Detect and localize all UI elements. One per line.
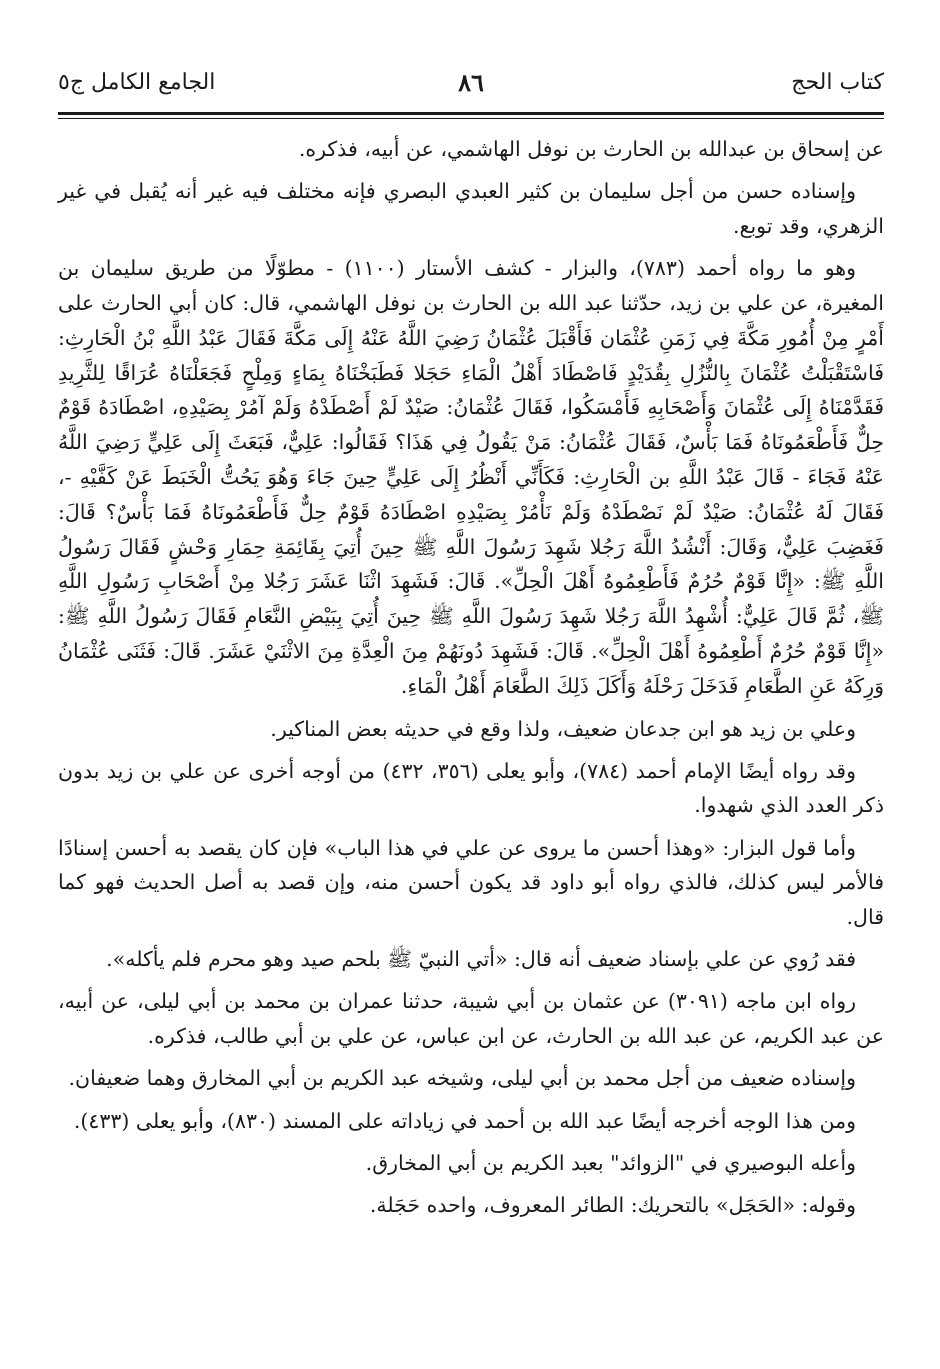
paragraph: ومن هذا الوجه أخرجه أيضًا عبد الله بن أحمد في زياداته على المسند (٨٣٠)، وأبو يعلى (٤٣٣). [73,1108,856,1133]
paragraph: وإسناده حسن من أجل سليمان بن كثير العبدي البصري فإنه مختلف فيه غير أنه يُقبل في غير الزهري، وقد توبع. [58,179,884,238]
paragraph: وعلي بن زيد هو ابن جدعان ضعيف، ولذا وقع في حديثه بعض المناكير. [270,716,856,741]
book-title: كتاب الحج [791,70,884,95]
header-rule-thin [58,118,884,119]
paragraph: وقوله: «الحَجَل» بالتحريك: الطائر المعروف، واحده حَجَلة. [369,1193,856,1218]
paragraph: وقد رواه أيضًا الإمام أحمد (٧٨٤)، وأبو يعلى (٣٥٦، ٤٣٢) من أوجه أخرى عن علي بن زيد بدون ذكر العدد الذي شهدوا. [58,758,884,818]
running-title: الجامع الكامل ج٥ [58,70,216,95]
paragraph: وأعله البوصيري في "الزوائد" بعبد الكريم بن أبي المخارق. [365,1151,856,1176]
hadith-paragraph: وهو ما رواه أحمد (٧٨٣)، والبزار - كشف الأستار (١١٠٠) - مطوّلًا من طريق سليمان بن المغيرة، عن علي بن زيد، حدّثنا عبد الله بن الحارث بن نوفل الهاشمي، قال: كان أبي الحارث على أَمْرٍ مِنْ أُمُورِ مَكَّةَ فِي زَمَنِ عُثْمَان فَأَقْبَلَ عُثْمَانُ رَضِيَ اللَّهُ عَنْهُ إِلَى مَكَّةَ فَقَالَ عَبْدُ اللَّهِ بْنُ الْحَارِثِ: فَاسْتَقْبَلْتُ عُثْمَانَ بِالنُّزُلِ بِقُدَيْدٍ فَاصْطَادَ أَهْلُ الْمَاءِ حَجَلا فَطَبَخْنَاهُ بِمَاءٍ وَمِلْحٍ فَجَعَلْنَاهُ عُرَاقًا لِلثَّرِيدِ فَقَدَّمْنَاهُ إِلَى عُثْمَانَ وَأَصْحَابِهِ فَأَمْسَكُوا، فَقَالَ عُثْمَانُ: صَيْدٌ لَمْ أَصْطَدْهُ وَلَمْ آمُرْ بِصَيْدِهِ، اصْطَادَهُ قَوْمٌ حِلٌّ فَأَطْعَمُونَاهُ فَمَا بَأْسٌ، فَقَالَ عُثْمَانُ: مَنْ يَقُولُ فِي هَذَا؟ فَقَالُوا: عَلِيٌّ، فَبَعَثَ إِلَى عَلِيٍّ رَضِيَ اللَّهُ عَنْهُ فَجَاءَ - قَالَ عَبْدُ اللَّهِ بن الْحَارِثِ: فَكَأَنِّي أَنْظُرُ إِلَى عَلِيٍّ حِينَ جَاءَ وَهُوَ يَحُتُّ الْخَبَطَ عَنْ كَفَّيْهِ -، فَقَالَ لَهُ عُثْمَانُ: صَيْدٌ لَمْ نَصْطَدْهُ وَلَمْ نَأْمُرْ بِصَيْدِهِ اصْطَادَهُ قَوْمٌ حِلٌّ فَأَطْعَمُونَاهُ فَمَا بَأْسٌ؟ قَالَ: فَغَضِبَ عَلِيٌّ، وَقَالَ: أَنْشُدُ اللَّهَ رَجُلا شَهِدَ رَسُولَ اللَّهِ ﷺ حِينَ أُتِيَ بِقَائِمَةِ حِمَارِ وَحْشٍ فَقَالَ رَسُولُ اللَّهِ ﷺ: «إِنَّا قَوْمٌ حُرُمٌ فَأَطْعِمُوهُ أَهْلَ الْحِلِّ». قَالَ: فَشَهِدَ اثْنَا عَشَرَ رَجُلا مِنْ أَصْحَابِ رَسُولِ اللَّهِ ﷺ، ثُمَّ قَالَ عَلِيٌّ: أُشْهِدُ اللَّهَ رَجُلا شَهِدَ رَسُولَ اللَّهِ ﷺ حِينَ أُتِيَ بِبَيْضِ النَّعَامِ فَقَالَ رَسُولُ اللَّهِ ﷺ: «إِنَّا قَوْمٌ حُرُمٌ أَطْعِمُوهُ أَهْلَ الْحِلِّ». قَالَ: فَشَهِدَ دُونَهُمْ مِنَ الْعِدَّةِ مِنَ الاثْنَيْ عَشَرَ. قَالَ: فَثَنَى عُثْمَانُ وَرِكَهُ عَنِ الطَّعَامِ فَدَخَلَ رَحْلَهُ وَأَكَلَ ذَلِكَ الطَّعَامَ أَهْلُ الْمَاءِ. [58,256,884,698]
paragraph: عن إسحاق بن عبدالله بن الحارث بن نوفل الهاشمي، عن أبيه، فذكره. [298,137,884,161]
page-number: ٨٦ [458,68,484,97]
page-header [58,64,884,104]
body-text [58,132,884,1231]
header-rule-thick [58,112,884,115]
paragraph: وإسناده ضعيف من أجل محمد بن أبي ليلى، وشيخه عبد الكريم بن أبي المخارق وهما ضعيفان. [68,1066,856,1091]
paragraph: وأما قول البزار: «وهذا أحسن ما يروى عن علي في هذا الباب» فإن كان يقصد به أحسن إسنادًا فالأمر ليس كذلك، فالذي رواه أبو داود قد يكون أحسن منه، وإن قصد به أصل الحديث فهو كما قال. [58,835,884,929]
paragraph: رواه ابن ماجه (٣٠٩١) عن عثمان بن أبي شيبة، حدثنا عمران بن محمد بن أبي ليلى، عن أبيه، عن عبد الكريم، عن عبد الله بن الحارث، عن ابن عباس، عن علي بن أبي طالب، فذكره. [58,989,884,1048]
paragraph: فقد رُوي عن علي بإسناد ضعيف أنه قال: «أتي النبيّ ﷺ بلحم صيد وهو محرم فلم يأكله». [106,947,856,972]
